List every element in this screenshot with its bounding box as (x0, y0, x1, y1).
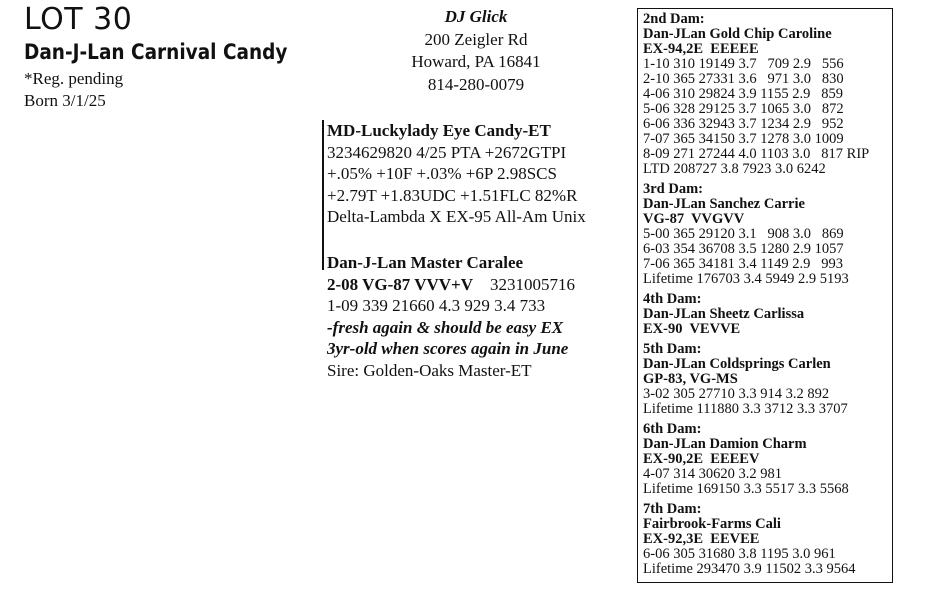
pedigree-dam-name: Dan-JLan Sheetz Carlissa (643, 306, 805, 322)
pedigree-record: Lifetime 111880 3.3 3712 3.3 3707 (643, 401, 848, 417)
pedigree-record: 4-06 310 29824 3.9 1155 2.9 859 (643, 86, 844, 102)
pedigree-dam-name: Dan-JLan Coldsprings Carlen (643, 356, 831, 372)
pedigree-box (637, 8, 893, 583)
pedigree-record: Lifetime 176703 3.4 5949 2.9 5193 (643, 271, 849, 287)
dam-comment: 3yr-old when scores again in June (327, 339, 569, 358)
pedigree-dam-label: 6th Dam: (643, 421, 702, 437)
pedigree-record: 5-00 365 29120 3.1 908 3.0 869 (643, 226, 844, 242)
dam-reg-number: 3231005716 (490, 274, 576, 294)
pedigree-record: 8-09 271 27244 4.0 1103 3.0 817 RIP (643, 146, 870, 162)
pedigree-dam-classification: GP-83, VG-MS (643, 371, 738, 387)
sire-name: MD-Luckylady Eye Candy-ET (327, 121, 551, 140)
pedigree-dam-label: 7th Dam: (643, 501, 702, 517)
pedigree-record: 7-06 365 34181 3.4 1149 2.9 993 (643, 256, 844, 272)
pedigree-dam-name: Dan-JLan Sanchez Carrie (643, 196, 805, 212)
pedigree-dam-name: Dan-JLan Damion Charm (643, 436, 807, 452)
pedigree-dam-section (643, 12, 887, 177)
dam-classification-row (322, 274, 622, 296)
pedigree-dam-classification: EX-94,2E EEEEE (643, 41, 759, 57)
pedigree-dam-name: Fairbrook-Farms Cali (643, 516, 781, 532)
dam-record: 1-09 339 21660 4.3 929 3.4 733 (327, 296, 546, 315)
pedigree-dam-section (643, 182, 887, 287)
pedigree-dam-label: 4th Dam: (643, 291, 702, 307)
consignor-info (392, 6, 560, 96)
pedigree-record: Lifetime 293470 3.9 11502 3.3 9564 (643, 561, 856, 577)
reg-status: *Reg. pending (24, 69, 124, 88)
sire-line: 3234629820 4/25 PTA +2672GTPI (327, 142, 567, 162)
pedigree-record: Lifetime 169150 3.3 5517 3.3 5568 (643, 481, 849, 497)
pedigree-record: 2-10 365 27331 3.6 971 3.0 830 (643, 71, 844, 87)
dam-name: Dan-J-Lan Master Caralee (327, 253, 524, 272)
sire-line: +2.79T +1.83UDC +1.51FLC 82%R (327, 185, 578, 205)
dam-sire: Sire: Golden-Oaks Master-ET (327, 360, 532, 380)
pedigree-dam-section (643, 292, 887, 337)
consignor-city: Howard, PA 16841 (411, 52, 541, 71)
pedigree-dam-classification: VG-87 VVGVV (643, 211, 745, 227)
pedigree-dam-classification: EX-90 VEVVE (643, 321, 741, 337)
dam-comment: -fresh again & should be easy EX (327, 317, 564, 337)
pedigree-record: 6-03 354 36708 3.5 1280 2.9 1057 (643, 241, 844, 257)
lot-number: LOT 30 (24, 2, 133, 37)
pedigree-record: 7-07 365 34150 3.7 1278 3.0 1009 (643, 131, 844, 147)
pedigree-dam-section (643, 342, 887, 417)
pedigree-dam-label: 3rd Dam: (643, 181, 704, 197)
dam-classification: 2-08 VG-87 VVV+V (327, 274, 474, 294)
dam-section (322, 252, 622, 381)
pedigree-record: 1-10 310 19149 3.7 709 2.9 556 (643, 56, 844, 72)
sire-section (322, 120, 622, 228)
sire-line: +.05% +10F +.03% +6P 2.98SCS (327, 164, 557, 183)
animal-name: Dan-J-Lan Carnival Candy (24, 40, 288, 64)
pedigree-dam-name: Dan-JLan Gold Chip Caroline (643, 26, 832, 42)
consignor-phone: 814-280-0079 (427, 74, 525, 94)
pedigree-dam-section (643, 422, 887, 497)
consignor-name: DJ Glick (444, 7, 508, 26)
pedigree-record: 4-07 314 30620 3.2 981 (643, 466, 782, 482)
pedigree-dam-classification: EX-90,2E EEEEV (643, 451, 760, 467)
registration-info (24, 68, 123, 112)
pedigree-dam-classification: EX-92,3E EEVEE (643, 531, 760, 547)
birth-date: Born 3/1/25 (24, 91, 106, 110)
pedigree-dam-label: 5th Dam: (643, 341, 702, 357)
pedigree-record: 3-02 305 27710 3.3 914 3.2 892 (643, 386, 830, 402)
pedigree-record: LTD 208727 3.8 7923 3.0 6242 (643, 161, 826, 177)
pedigree-record: 6-06 305 31680 3.8 1195 3.0 961 (643, 546, 836, 562)
consignor-address: 200 Zeigler Rd (424, 29, 528, 49)
pedigree-dam-section (643, 502, 887, 577)
sire-line: Delta-Lambda X EX-95 All-Am Unix (327, 207, 586, 226)
pedigree-record: 5-06 328 29125 3.7 1065 3.0 872 (643, 101, 844, 117)
pedigree-record: 6-06 336 32943 3.7 1234 2.9 952 (643, 116, 844, 132)
pedigree-dam-label: 2nd Dam: (643, 11, 705, 27)
